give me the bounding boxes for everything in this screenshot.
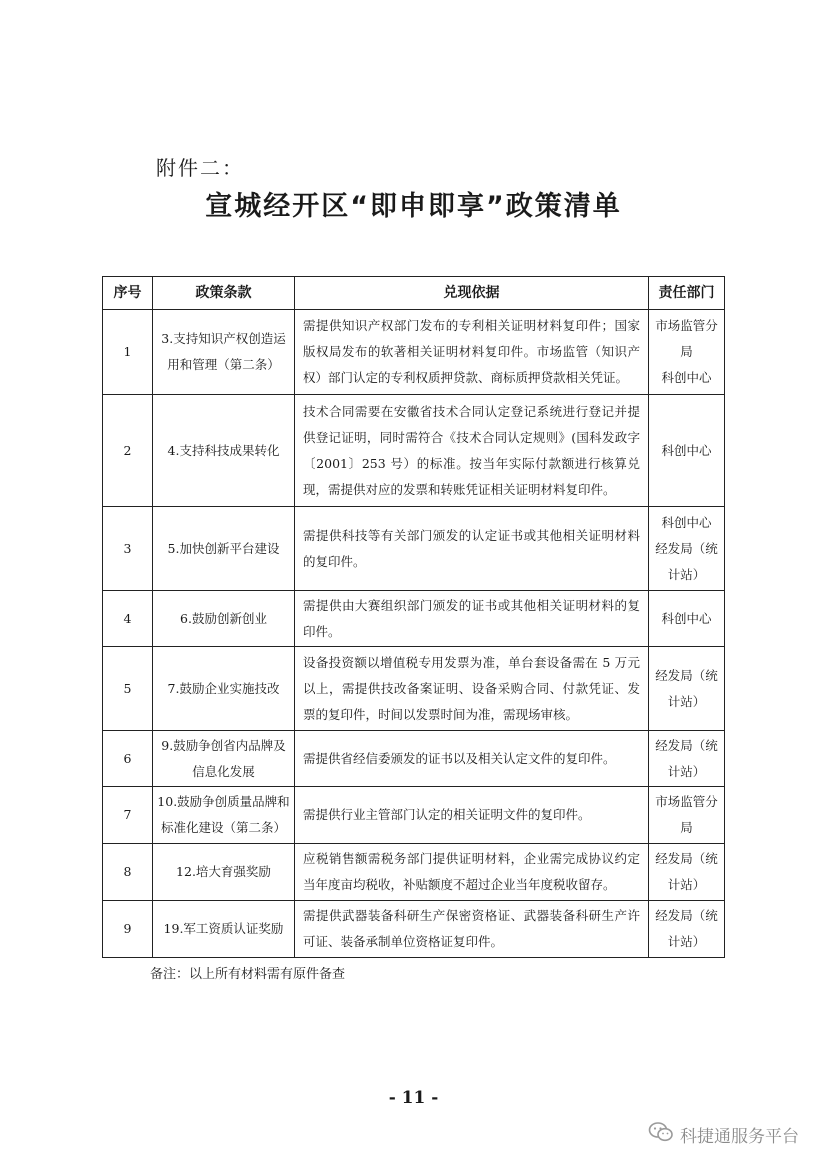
cell-basis: 需提供科技等有关部门颁发的认定证书或其他相关证明材料的复印件。	[295, 507, 649, 591]
cell-dept: 科创中心	[649, 395, 725, 507]
cell-no: 4	[103, 591, 153, 647]
cell-basis: 应税销售额需税务部门提供证明材料，企业需完成协议约定当年度亩均税收，补贴额度不超过企业当年度税收留存。	[295, 844, 649, 901]
cell-dept: 市场监管分局 科创中心	[649, 310, 725, 395]
table-header-row	[103, 277, 725, 310]
cell-no: 7	[103, 787, 153, 844]
cell-no: 6	[103, 731, 153, 787]
cell-basis: 技术合同需要在安徽省技术合同认定登记系统进行登记并提供登记证明，同时需符合《技术合同认定规则》(国科发政字〔2001〕253 号）的标准。按当年实际付款额进行核算兑现，需提供对应的发票和转账凭证相关证明材料复印件。	[295, 395, 649, 507]
cell-clause: 7.鼓励企业实施技改	[153, 647, 295, 731]
watermark-text: 科捷通服务平台	[680, 1127, 799, 1147]
table-row	[103, 395, 725, 507]
cell-dept: 经发局（统计站）	[649, 901, 725, 958]
cell-no: 8	[103, 844, 153, 901]
cell-dept: 经发局（统计站）	[649, 731, 725, 787]
cell-clause: 10.鼓励争创质量品牌和标准化建设（第二条）	[153, 787, 295, 844]
cell-no: 3	[103, 507, 153, 591]
cell-basis: 需提供由大赛组织部门颁发的证书或其他相关证明材料的复印件。	[295, 591, 649, 647]
cell-clause: 3.支持知识产权创造运用和管理（第二条）	[153, 310, 295, 395]
cell-dept: 经发局（统计站）	[649, 844, 725, 901]
table-note: 备注：以上所有材料需有原件备查	[150, 967, 346, 982]
header-basis: 兑现依据	[295, 277, 649, 310]
attachment-label: 附件二：	[156, 156, 244, 180]
cell-dept: 科创中心 经发局（统计站）	[649, 507, 725, 591]
watermark	[648, 1121, 799, 1148]
page-number: - 11 -	[388, 1088, 439, 1108]
table-row	[103, 731, 725, 787]
header-no: 序号	[103, 277, 153, 310]
cell-no: 2	[103, 395, 153, 507]
table-row	[103, 310, 725, 395]
table-row	[103, 844, 725, 901]
table-row	[103, 507, 725, 591]
table-row	[103, 787, 725, 844]
table-row	[103, 647, 725, 731]
cell-clause: 6.鼓励创新创业	[153, 591, 295, 647]
cell-basis: 需提供知识产权部门发布的专利相关证明材料复印件；国家版权局发布的软著相关证明材料复印件。市场监管（知识产权）部门认定的专利权质押贷款、商标质押贷款相关凭证。	[295, 310, 649, 395]
table-row	[103, 901, 725, 958]
page-title: 宣城经开区“即申即享”政策清单	[205, 191, 622, 222]
policy-table	[102, 276, 725, 958]
table-row	[103, 591, 725, 647]
cell-basis: 需提供武器装备科研生产保密资格证、武器装备科研生产许可证、装备承制单位资格证复印件。	[295, 901, 649, 958]
cell-no: 9	[103, 901, 153, 958]
cell-clause: 12.培大育强奖励	[153, 844, 295, 901]
header-clause: 政策条款	[153, 277, 295, 310]
cell-clause: 9.鼓励争创省内品牌及信息化发展	[153, 731, 295, 787]
header-dept: 责任部门	[649, 277, 725, 310]
wechat-icon	[648, 1121, 674, 1148]
cell-basis: 需提供省经信委颁发的证书以及相关认定文件的复印件。	[295, 731, 649, 787]
cell-dept: 经发局（统计站）	[649, 647, 725, 731]
cell-clause: 19.军工资质认证奖励	[153, 901, 295, 958]
cell-basis: 需提供行业主管部门认定的相关证明文件的复印件。	[295, 787, 649, 844]
cell-dept: 科创中心	[649, 591, 725, 647]
cell-no: 1	[103, 310, 153, 395]
cell-no: 5	[103, 647, 153, 731]
cell-basis: 设备投资额以增值税专用发票为准，单台套设备需在 5 万元以上，需提供技改备案证明、设备采购合同、付款凭证、发票的复印件，时间以发票时间为准，需现场审核。	[295, 647, 649, 731]
cell-dept: 市场监管分局	[649, 787, 725, 844]
cell-clause: 4.支持科技成果转化	[153, 395, 295, 507]
cell-clause: 5.加快创新平台建设	[153, 507, 295, 591]
